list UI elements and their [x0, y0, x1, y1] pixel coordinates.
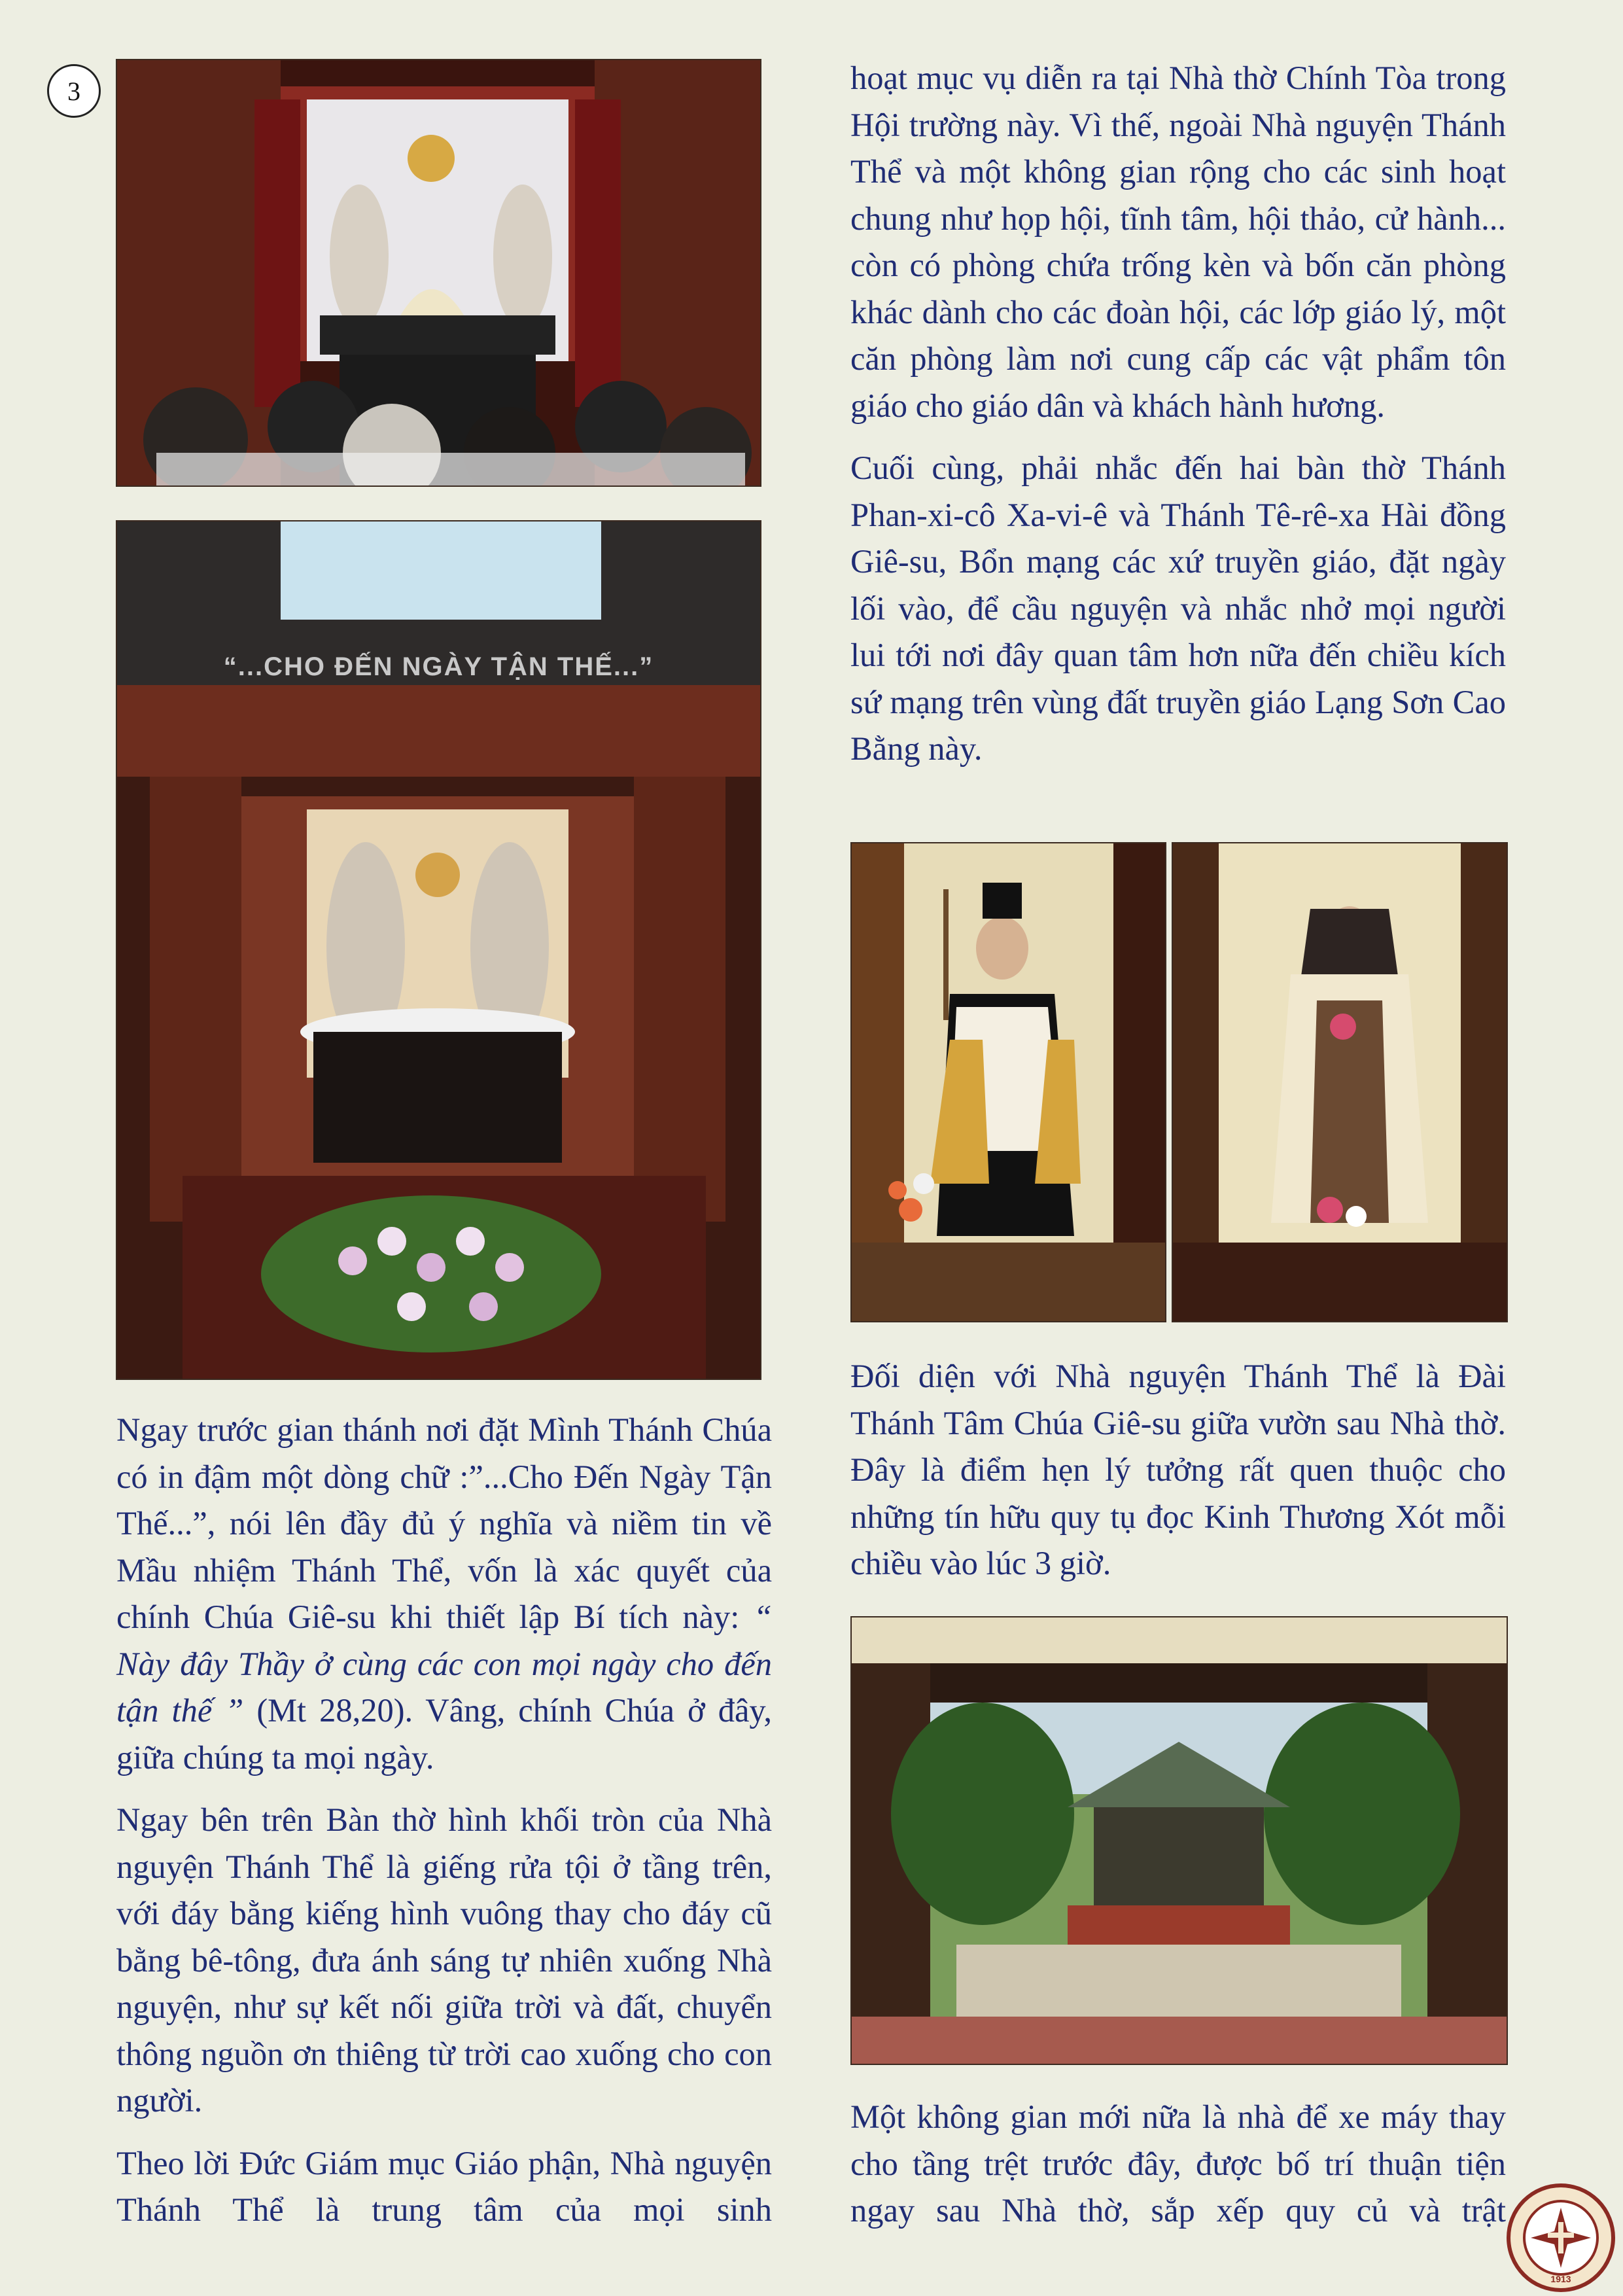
- right-paragraph-2: Cuối cùng, phải nhắc đến hai bàn thờ Thánh Phan-xi-cô Xa-vi-ê và Thánh Tê-rê-xa Hài đồng Giê-su, Bổn mạng các xứ truyền giáo, đặt ngày lối vào, để cầu nguyện và nhắc nhở mọi người lui tới nơi đây quan tâm hơn nữa đến chiều kích sứ mạng trên vùng đất truyền giáo Lạng Sơn Cao Bằng này.: [850, 450, 1506, 767]
- left-paragraph-1-end: (Mt 28,20). Vâng, chính Chúa ở đây, giữa chúng ta mọi ngày.: [116, 1692, 773, 1776]
- scripture-quote: “ Này đây Thầy ở cùng các con mọi ngày cho đến tận thế ”: [116, 1598, 772, 1729]
- left-paragraph-3: Theo lời Đức Giám mục Giáo phận, Nhà nguyện Thánh Thể là trung tâm của mọi sinh: [116, 2144, 772, 2228]
- right-column-text-bottom: [850, 2094, 1506, 2250]
- right-paragraph-1: hoạt mục vụ diễn ra tại Nhà thờ Chính Tòa trong Hội trường này. Vì thế, ngoài Nhà nguyện Thánh Thể và một không gian rộng cho các sinh hoạt chung như họp hội, tĩnh tâm, hội thảo, cử hành... còn có phòng chứa trống kèn và bốn căn phòng khác dành cho các đoàn hội, các lớp giáo lý, một căn phòng làm nơi cung cấp các vật phẩm tôn giáo cho giáo dân và khách hành hương.: [850, 60, 1506, 424]
- right-column-text-top: [850, 55, 1506, 788]
- right-column-text-middle: [850, 1353, 1506, 1603]
- right-paragraph-3: Đối diện với Nhà nguyện Thánh Thể là Đài Thánh Tâm Chúa Giê-su giữa vườn sau Nhà thờ. Đây là điểm hẹn lý tưởng rất quen thuộc cho những tín hữu quy tụ đọc Kinh Thương Xót mỗi chiều vào lúc 3 giờ.: [850, 1358, 1506, 1581]
- right-paragraph-4: Một không gian mới nữa là nhà để xe máy thay cho tầng trệt trước đây, được bố trí thuận tiện ngay sau Nhà thờ, sắp xếp quy củ và trật: [850, 2098, 1506, 2229]
- left-column-text: [116, 1407, 772, 2250]
- photo-chapel-banner: [116, 520, 761, 1380]
- photo-saint-therese: [1172, 842, 1508, 1322]
- photo-chapel-adoration: [116, 59, 761, 487]
- photo-saint-francis-xavier: [850, 842, 1166, 1322]
- left-paragraph-1-text: Ngay trước gian thánh nơi đặt Mình Thánh Chúa có in đậm một dòng chữ :”...Cho Đến Ngày Tận Thế...”, nói lên đầy đủ ý nghĩa và niềm tin về Mầu nhiệm Thánh Thể, vốn là xác quyết của chính Chúa Giê-su khi thiết lập Bí tích này:: [116, 1411, 772, 1635]
- diocese-seal-icon: [1506, 2183, 1616, 2293]
- seal-year: 1913: [1550, 2274, 1571, 2284]
- left-paragraph-1: [116, 1407, 772, 1781]
- left-paragraph-2: Ngay bên trên Bàn thờ hình khối tròn của Nhà nguyện Thánh Thể là giếng rửa tội ở tầng trên, với đáy bằng kiếng hình vuông thay cho đáy cũ bằng bê-tông, đưa ánh sáng tự nhiên xuống Nhà nguyện, như sự kết nối giữa trời và đất, chuyển thông nguồn ơn thiêng từ trời cao xuống cho con người.: [116, 1801, 772, 2119]
- page-number: 3: [47, 64, 101, 118]
- photo-garden-shrine: [850, 1616, 1508, 2065]
- chapel-banner-text: “...CHO ĐẾN NGÀY TẬN THẾ...”: [223, 652, 654, 681]
